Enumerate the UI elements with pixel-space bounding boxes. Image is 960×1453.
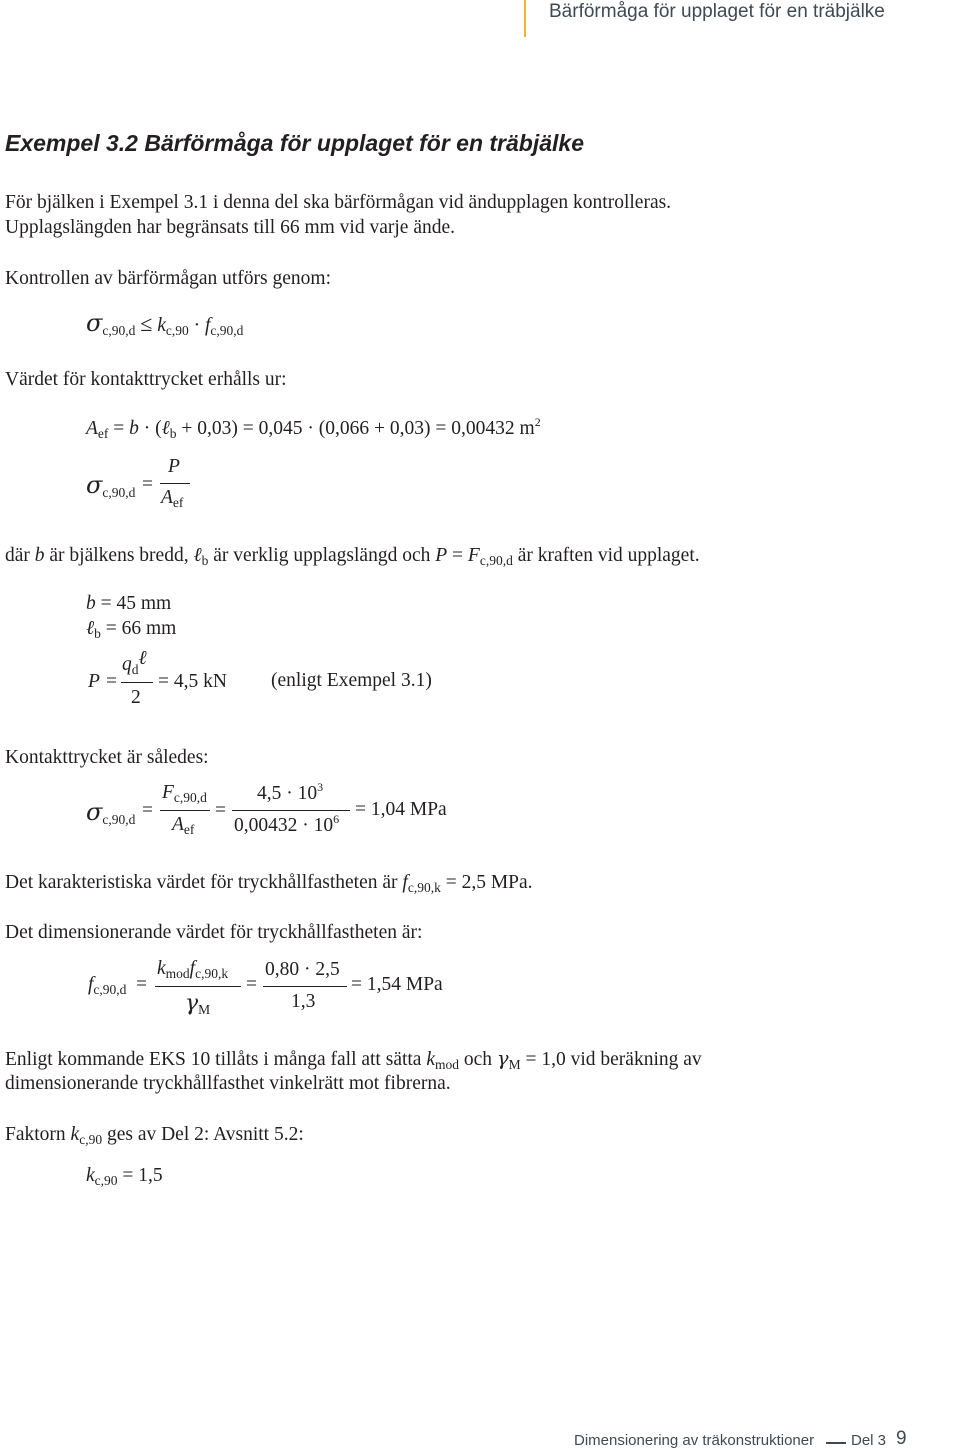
subscript: mod <box>165 966 190 981</box>
fraction-numerator <box>162 782 207 804</box>
result-value: = 1,54 MPa <box>351 974 443 995</box>
fraction-numerator: P <box>168 456 180 477</box>
equation-check <box>86 309 243 337</box>
page-number: 9 <box>896 1428 907 1449</box>
subscript: d <box>131 662 139 677</box>
sigma-symbol: σ <box>86 798 103 826</box>
subscript: c,90 <box>79 1132 103 1147</box>
subscript: c,90,k <box>407 880 441 895</box>
contact-pressure-intro: Värdet för kontakttrycket erhålls ur: <box>5 369 287 390</box>
eks-note-line-2: dimensionerande tryckhållfasthet vinkelrätt mot fibrerna. <box>5 1073 451 1094</box>
subscript: c,90,d <box>479 553 513 568</box>
text: är bjälkens bredd, <box>44 545 194 566</box>
characteristic-strength-paragraph <box>5 870 533 896</box>
fraction-bar <box>263 986 347 987</box>
subscript: c,90,d <box>102 323 136 338</box>
equals-sign: = <box>246 974 257 995</box>
subscript: mod <box>435 1057 460 1072</box>
text: är verklig upplagslängd och <box>208 545 436 566</box>
intro-line-2: Upplagslängden har begränsats till 66 mm vid varje ände. <box>5 217 456 238</box>
numerator-value: 0,80 · 2,5 <box>265 959 340 980</box>
design-strength-intro: Det dimensionerande värdet för tryckhållfastheten är: <box>5 922 423 943</box>
P-symbol: P <box>88 671 100 692</box>
text: där <box>5 545 35 566</box>
fraction-denominator: 2 <box>131 687 141 708</box>
text: = 1,0 vid beräkning av <box>520 1049 702 1070</box>
subscript: b <box>201 553 209 568</box>
header-accent-rule <box>524 0 526 37</box>
eq-text: + 0,03) = 0,045 · (0,066 + 0,03) = 0,00432 m <box>176 418 535 439</box>
text: ges av Del 2: Avsnitt 5.2: <box>102 1124 304 1145</box>
text: Det karakteristiska värdet för tryckhållfastheten är <box>5 872 403 893</box>
eq-text: = <box>108 418 130 439</box>
equals-sign: = <box>215 800 226 821</box>
subscript: ef <box>183 822 195 837</box>
ell-symbol: ℓ <box>193 545 202 566</box>
q-symbol: q <box>122 654 132 675</box>
text: = 2,5 MPa. <box>440 872 533 893</box>
ell-symbol: ℓ <box>161 418 170 439</box>
ell-symbol: ℓ <box>138 648 147 669</box>
reference-note: (enligt Exempel 3.1) <box>271 670 432 691</box>
fraction-bar <box>121 682 153 683</box>
b-symbol: b <box>34 545 45 566</box>
subscript: M <box>198 1002 211 1017</box>
result-value: = 1,5 <box>117 1165 163 1186</box>
numerator-value: 4,5 · 10 <box>257 783 318 804</box>
equation-sigma-def <box>86 471 135 499</box>
k-symbol: k <box>70 1124 80 1145</box>
text: Enligt kommande EKS 10 tillåts i många fall att sätta <box>5 1049 427 1070</box>
superscript: 3 <box>317 780 324 794</box>
subscript: b <box>169 426 177 441</box>
f-lhs <box>88 974 126 996</box>
k-symbol: k <box>157 315 166 336</box>
footer-title: Dimensionering av träkonstruktioner <box>574 1432 815 1449</box>
text: = <box>447 545 468 566</box>
text: är kraften vid upplaget. <box>512 545 700 566</box>
example-heading: Exempel 3.2 Bärförmåga för upplaget för en träbjälke <box>5 130 584 156</box>
footer-dash <box>826 1442 846 1444</box>
value: = 45 mm <box>95 593 172 614</box>
sigma-symbol: σ <box>86 471 103 499</box>
sigma-symbol: σ <box>86 309 103 337</box>
equals-sign: = <box>106 671 117 692</box>
fraction-numerator <box>257 780 324 805</box>
text: och <box>459 1049 497 1070</box>
f-symbol: f <box>205 315 211 336</box>
fraction-denominator <box>234 812 340 837</box>
fraction-denominator <box>161 487 183 509</box>
superscript: 6 <box>333 812 340 826</box>
f-symbol: f <box>402 872 408 893</box>
fraction-bar <box>160 483 190 484</box>
footer-part: Del 3 <box>851 1432 887 1449</box>
fraction-bar <box>155 986 241 987</box>
result-value: = 4,5 kN <box>158 671 227 692</box>
A-symbol: A <box>172 814 184 835</box>
f-symbol: f <box>189 958 196 979</box>
subscript: ef <box>97 426 109 441</box>
eq-text: · ( <box>138 418 162 439</box>
k-symbol: k <box>157 958 166 979</box>
ell-symbol: ℓ <box>86 618 95 639</box>
equals-sign: = <box>142 474 153 495</box>
sigma-lhs <box>86 798 135 826</box>
b-symbol: b <box>86 593 96 614</box>
fraction-numerator <box>122 648 147 677</box>
text: Faktorn <box>5 1124 71 1145</box>
dot-operator: · <box>193 315 201 336</box>
fraction-denominator <box>172 814 194 836</box>
equation-area <box>86 415 541 441</box>
F-symbol: F <box>162 782 174 803</box>
factor-paragraph <box>5 1122 304 1148</box>
superscript: 2 <box>534 415 541 429</box>
fraction-numerator <box>157 958 228 980</box>
A-symbol: A <box>86 418 98 439</box>
eks-note-line-1 <box>5 1046 702 1073</box>
subscript: c,90,d <box>210 323 244 338</box>
fraction-bar <box>160 810 210 811</box>
given-lb <box>86 618 176 640</box>
subscript: c,90,d <box>102 812 136 827</box>
subscript: c,90 <box>94 1173 118 1188</box>
subscript: b <box>94 626 101 641</box>
leq-operator: ≤ <box>140 311 153 336</box>
P-symbol: P <box>435 545 448 566</box>
gamma-symbol: γ <box>496 1047 509 1070</box>
subscript: c,90 <box>165 323 189 338</box>
intro-line-1: För bjälken i Exempel 3.1 i denna del ska bärförmågan vid ändupplagen kontrolleras. <box>5 192 672 213</box>
gamma-symbol: γ <box>185 991 199 1016</box>
definitions-paragraph <box>5 543 700 569</box>
value: = 66 mm <box>100 618 177 639</box>
running-header: Bärförmåga för upplaget för en träbjälke <box>549 1 885 22</box>
denominator-value: 0,00432 · 10 <box>234 815 334 836</box>
subscript: ef <box>172 495 184 510</box>
fraction-denominator <box>185 991 210 1016</box>
b-symbol: b <box>129 418 139 439</box>
A-symbol: A <box>161 487 173 508</box>
f-symbol: f <box>88 974 94 995</box>
equals-sign: = <box>136 974 147 995</box>
denominator-value: 1,3 <box>291 991 316 1012</box>
contact-pressure-result-intro: Kontakttrycket är således: <box>5 747 209 768</box>
F-symbol: F <box>467 545 480 566</box>
k-symbol: k <box>86 1165 95 1186</box>
k-symbol: k <box>426 1049 435 1070</box>
result-value: = 1,04 MPa <box>355 799 447 820</box>
equation-kc90 <box>86 1165 163 1187</box>
subscript: c,90,k <box>195 966 229 981</box>
subscript: M <box>508 1057 521 1072</box>
subscript: c,90,d <box>173 790 207 805</box>
subscript: c,90,d <box>93 982 127 997</box>
equals-sign: = <box>142 800 153 821</box>
given-b <box>86 593 171 615</box>
subscript: c,90,d <box>102 485 136 500</box>
control-intro: Kontrollen av bärförmågan utförs genom: <box>5 268 331 289</box>
